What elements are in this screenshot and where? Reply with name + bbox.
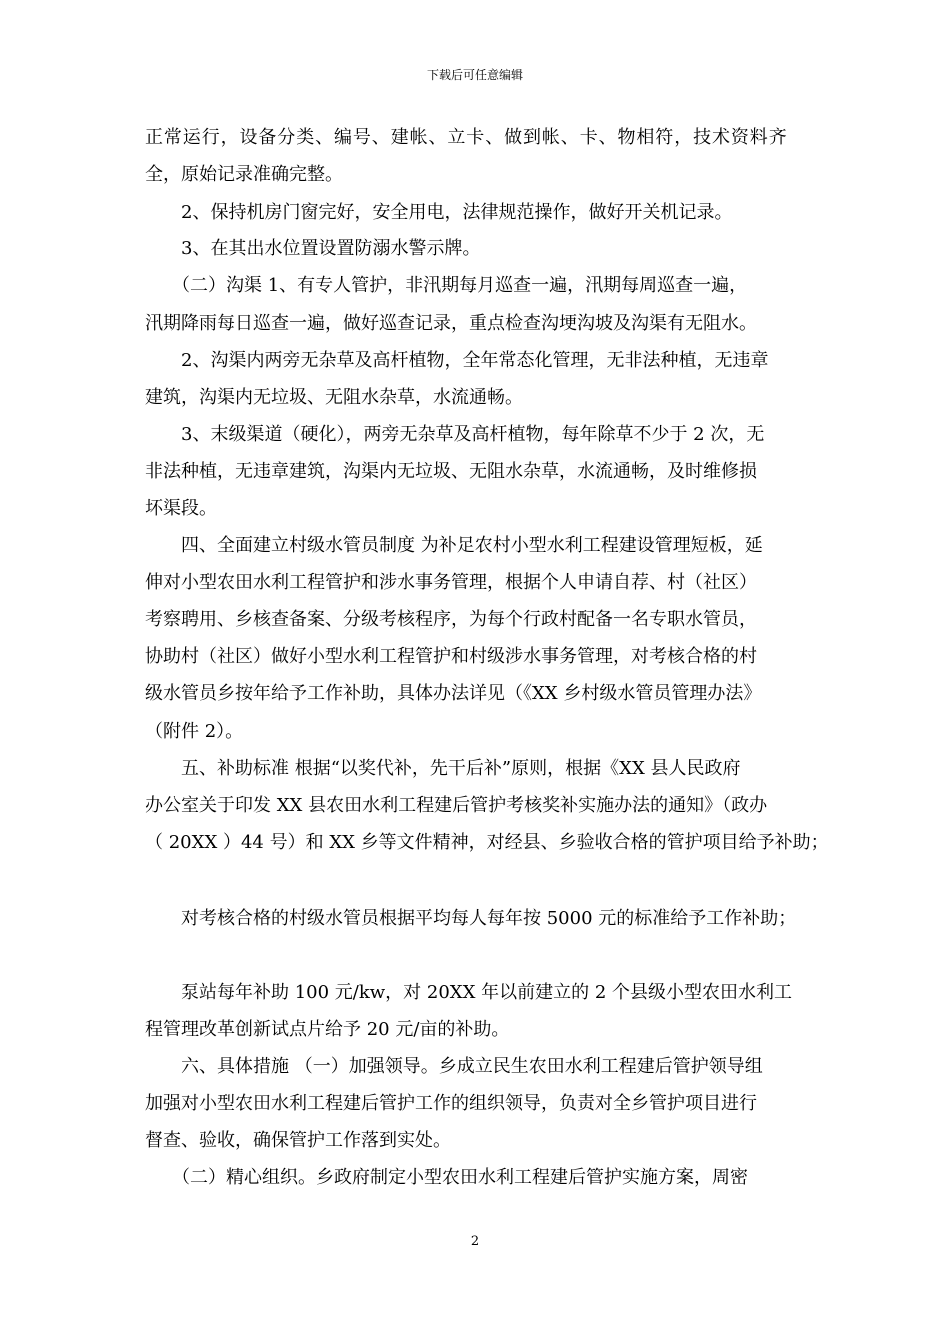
body-line: （二）精心组织。乡政府制定小型农田水利工程建后管护实施方案，周密 bbox=[145, 1167, 748, 1188]
body-line: 考察聘用、乡核查备案、分级考核程序，为每个行政村配备一名专职水管员， bbox=[145, 609, 757, 630]
body-line: 六、具体措施 （一）加强领导。乡成立民生农田水利工程建后管护领导组 bbox=[145, 1056, 763, 1077]
page-header-note: 下载后可任意编辑 bbox=[426, 68, 523, 82]
body-line: 伸对小型农田水利工程管护和涉水事务管理，根据个人申请自荐、村（社区） bbox=[145, 572, 757, 593]
body-line: 程管理改革创新试点片给予 20 元/亩的补助。 bbox=[145, 1019, 510, 1040]
body-line: 汛期降雨每日巡查一遍，做好巡查记录，重点检查沟埂沟坡及沟渠有无阻水。 bbox=[145, 313, 757, 334]
body-line: （二）沟渠 1、有专人管护，非汛期每月巡查一遍，汛期每周巡查一遍， bbox=[145, 275, 748, 296]
body-line: 建筑，沟渠内无垃圾、无阻水杂草，水流通畅。 bbox=[145, 387, 523, 408]
body-line: 泵站每年补助 100 元/kw，对 20XX 年以前建立的 2 个县级小型农田水利工 bbox=[145, 982, 793, 1003]
body-line: （附件 2）。 bbox=[145, 721, 244, 742]
body-line: 加强对小型农田水利工程建后管护工作的组织领导，负责对全乡管护项目进行 bbox=[145, 1093, 757, 1114]
body-line: 全，原始记录准确完整。 bbox=[145, 164, 343, 185]
body-line: （ 20XX ）44 号）和 XX 乡等文件精神，对经县、乡验收合格的管护项目给予补助； bbox=[145, 832, 829, 853]
body-line: 坏渠段。 bbox=[145, 498, 217, 519]
body-line: 非法种植，无违章建筑，沟渠内无垃圾、无阻水杂草，水流通畅，及时维修损 bbox=[145, 461, 757, 482]
body-line: 四、全面建立村级水管员制度 为补足农村小型水利工程建设管理短板，延 bbox=[145, 535, 763, 556]
body-line: 正常运行，设备分类、编号、建帐、立卡、做到帐、卡、物相符，技术资料齐 bbox=[145, 127, 788, 148]
body-line: 五、补助标准 根据“以奖代补，先干后补”原则，根据《XX 县人民政府 bbox=[145, 758, 741, 779]
body-line: 3、在其出水位置设置防溺水警示牌。 bbox=[145, 238, 481, 259]
body-line: 对考核合格的村级水管员根据平均每人每年按 5000 元的标准给予工作补助； bbox=[145, 908, 797, 929]
body-line: 级水管员乡按年给予工作补助，具体办法详见（《XX 乡村级水管员管理办法》 bbox=[145, 683, 762, 704]
body-line: 3、末级渠道（硬化），两旁无杂草及高杆植物，每年除草不少于 2 次，无 bbox=[145, 424, 765, 445]
body-line: 办公室关于印发 XX 县农田水利工程建后管护考核奖补实施办法的通知》（政办 bbox=[145, 795, 768, 816]
body-line: 2、保持机房门窗完好，安全用电，法律规范操作，做好开关机记录。 bbox=[145, 202, 733, 223]
page-number: 2 bbox=[470, 1234, 480, 1249]
body-line: 督查、验收，确保管护工作落到实处。 bbox=[145, 1130, 451, 1151]
body-line: 2、沟渠内两旁无杂草及高杆植物，全年常态化管理，无非法种植，无违章 bbox=[145, 350, 769, 371]
body-line: 协助村（社区）做好小型水利工程管护和村级涉水事务管理，对考核合格的村 bbox=[145, 646, 757, 667]
